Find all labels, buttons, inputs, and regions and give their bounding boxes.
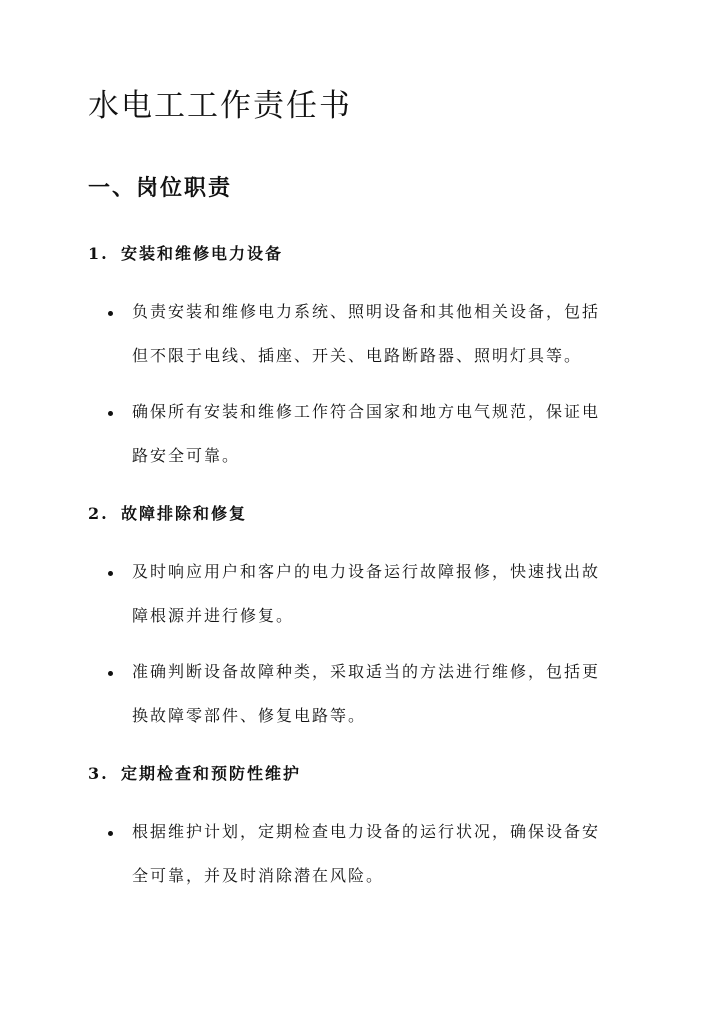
subsection-heading: [88, 760, 301, 788]
subsection-heading: [88, 240, 283, 268]
subsection-number: 3.: [88, 764, 109, 783]
list-item-line: 确保所有安装和维修工作符合国家和地方电气规范，保证电: [132, 402, 601, 421]
subsection-number: 1.: [88, 244, 109, 263]
list-item-line: 路安全可靠。: [132, 446, 241, 465]
list-item-line: 负责安装和维修电力系统、照明设备和其他相关设备，包括: [132, 302, 601, 321]
bullet-icon: [108, 311, 113, 316]
subsection-title: 安装和维修电力设备: [121, 244, 284, 263]
subsection-title: 故障排除和修复: [121, 504, 248, 523]
list-item-line: 准确判断设备故障种类，采取适当的方法进行维修，包括更: [132, 662, 601, 681]
subsection-number: 2.: [88, 504, 109, 523]
bullet-icon: [108, 571, 113, 576]
list-item-line: 障根源并进行修复。: [132, 606, 295, 625]
list-item-line: 及时响应用户和客户的电力设备运行故障报修，快速找出故: [132, 562, 601, 581]
subsection-heading: [88, 500, 247, 528]
list-item-line: 换故障零部件、修复电路等。: [132, 706, 367, 725]
bullet-icon: [108, 671, 113, 676]
list-item-line: 根据维护计划，定期检查电力设备的运行状况，确保设备安: [132, 822, 601, 841]
list-item-line: 全可靠，并及时消除潜在风险。: [132, 866, 385, 885]
subsection-title: 定期检查和预防性维护: [121, 764, 302, 783]
section-heading: 一、岗位职责: [88, 175, 233, 201]
bullet-icon: [108, 411, 113, 416]
document-title: 水电工工作责任书: [88, 88, 352, 124]
bullet-icon: [108, 831, 113, 836]
list-item-line: 但不限于电线、插座、开关、电路断路器、照明灯具等。: [132, 346, 583, 365]
